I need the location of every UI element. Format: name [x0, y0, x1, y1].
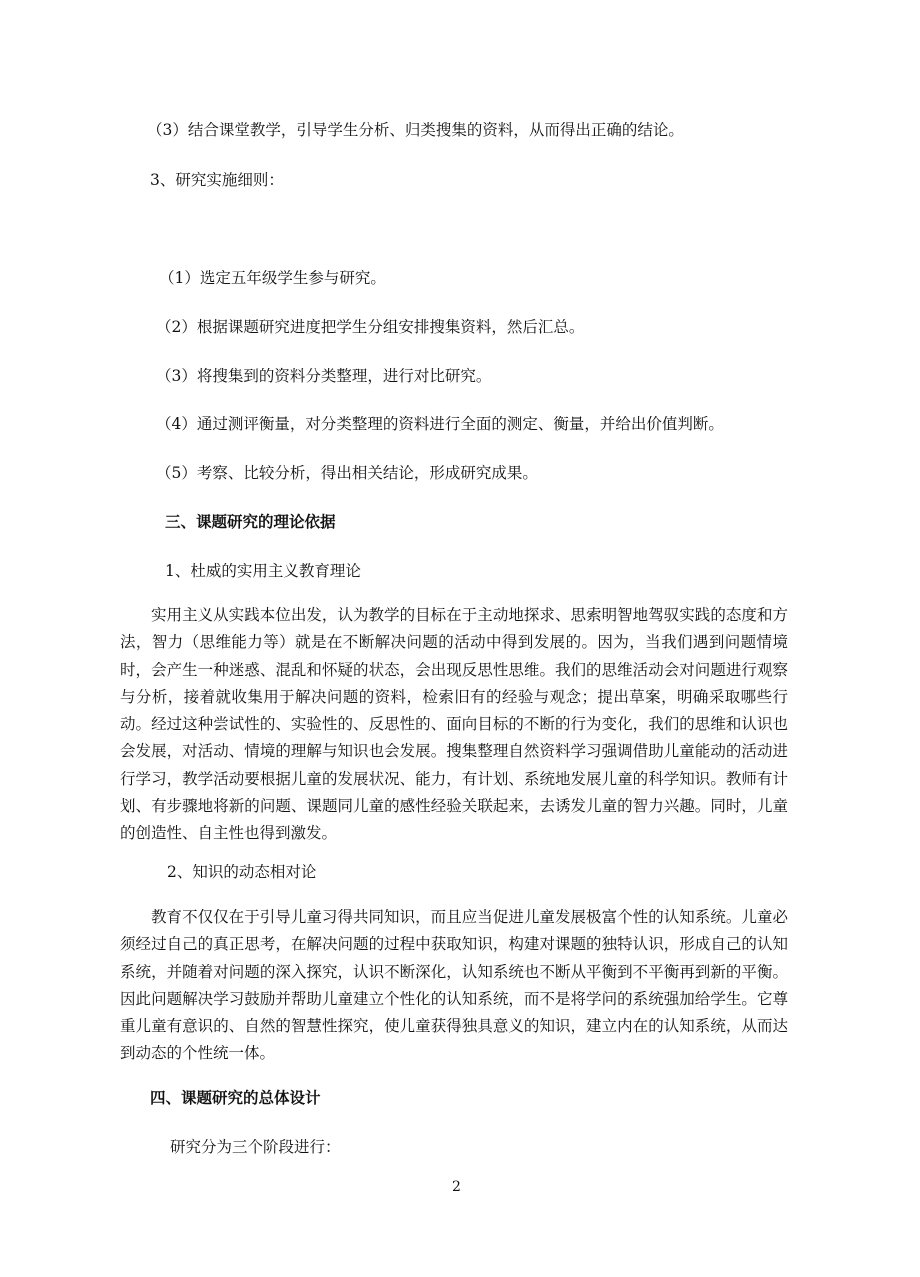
- item-2-group-collection: （2）根据课题研究进度把学生分组安排搜集资料，然后汇总。: [156, 318, 585, 336]
- section-heading-overall-design: 四、课题研究的总体设计: [150, 1088, 321, 1107]
- paragraph-dynamic-relativism: 教育不仅仅在于引导儿童习得共同知识，而且应当促进儿童发展极富个性的认知系统。儿童必须经过自己的真正思考，在解决问题的过程中获取知识，构建对课题的独特认识，形成自己的认知系统，并随着对问题的深入探究，认识不断深化，认知系统也不断从平衡到不平衡再到新的平衡。因此问题解决学习鼓励并帮助儿童建立个性化的认知系统，而不是将学问的系统强加给学生。它尊重儿童有意识的、自然的智慧性探究，使儿童获得独具意义的知识，建立内在的认知系统，从而达到动态的个性统一体。: [120, 908, 788, 1063]
- subheading-dewey-pragmatism: 1、杜威的实用主义教育理论: [165, 562, 361, 580]
- subheading-dynamic-relativism: 2、知识的动态相对论: [167, 863, 317, 881]
- stages-intro: 研究分为三个阶段进行：: [170, 1138, 341, 1156]
- item-3-conclusion: （3）结合课堂教学，引导学生分析、归类搜集的资料，从而得出正确的结论。: [147, 121, 684, 139]
- page-number: 2: [452, 1179, 461, 1195]
- section-heading-theory-basis: 三、课题研究的理论依据: [165, 512, 336, 531]
- item-4-evaluate: （4）通过测评衡量，对分类整理的资料进行全面的测定、衡量，并给出价值判断。: [156, 415, 724, 433]
- item-3-classify: （3）将搜集到的资料分类整理，进行对比研究。: [156, 367, 492, 385]
- item-1-select-students: （1）选定五年级学生参与研究。: [159, 269, 386, 287]
- subheading-implementation-rules: 3、研究实施细则：: [150, 171, 284, 189]
- paragraph-pragmatism: 实用主义从实践本位出发，认为教学的目标在于主动地探求、思索明智地驾驭实践的态度和方法，智力（思维能力等）就是在不断解决问题的活动中得到发展的。因为，当我们遇到问题情境时，会产生一种迷惑、混乱和怀疑的状态，会出现反思性思维。我们的思维活动会对问题进行观察与分析，接着就收集用于解决问题的资料，检索旧有的经验与观念；提出草案，明确采取哪些行动。经过这种尝试性的、实验性的、反思性的、面向目标的不断的行为变化，我们的思维和认识也会发展，对活动、情境的理解与知识也会发展。搜集整理自然资料学习强调借助儿童能动的活动进行学习，教学活动要根据儿童的发展状况、能力，有计划、系统地发展儿童的科学知识。教师有计划、有步骤地将新的问题、课题同儿童的感性经验关联起来，去诱发儿童的智力兴趣。同时，儿童的创造性、自主性也得到激发。: [120, 606, 788, 843]
- item-5-compare: （5）考察、比较分析，得出相关结论，形成研究成果。: [156, 464, 538, 482]
